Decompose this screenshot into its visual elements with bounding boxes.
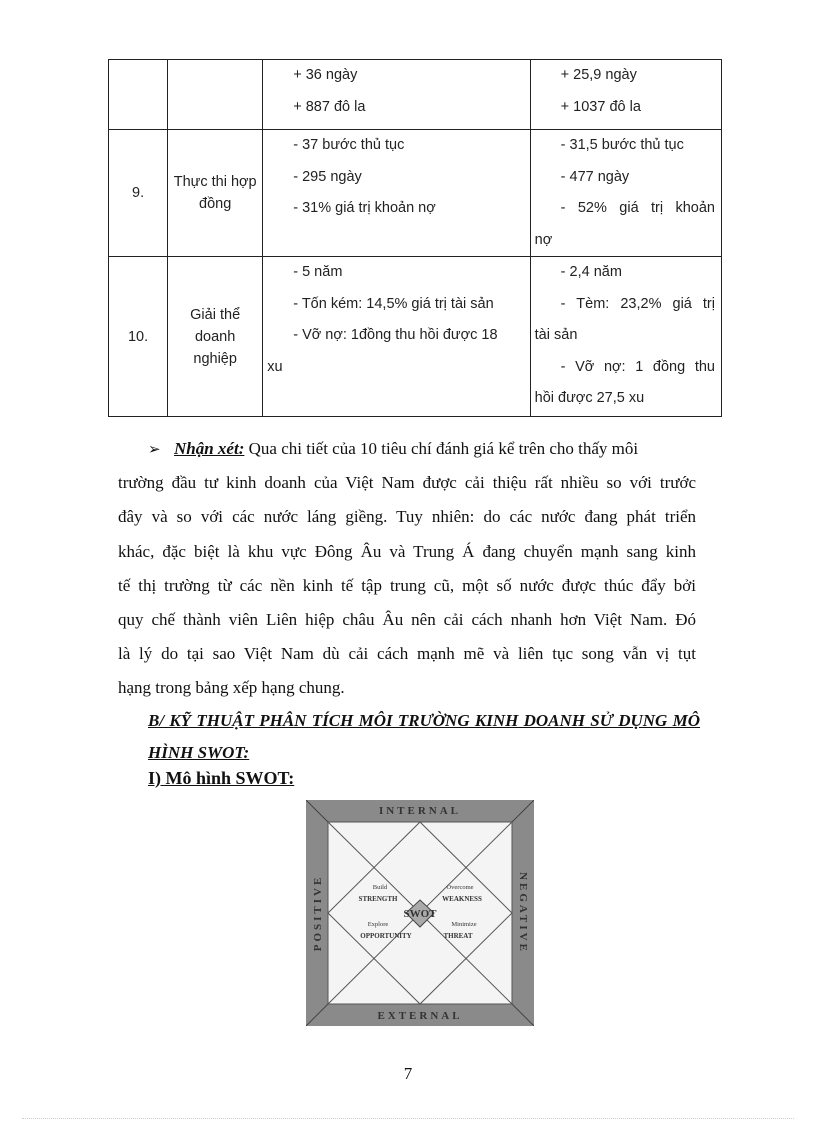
- label-opportunity: OPPORTUNITY: [360, 932, 412, 940]
- paragraph-text: Qua chi tiết của 10 tiêu chí đánh giá kể trên cho thấy môi: [244, 439, 639, 458]
- label-overcome: Overcome: [446, 884, 474, 891]
- cell-line: xu: [267, 358, 283, 375]
- cell-line: - Vỡ nợ: 1 đồng thu: [560, 358, 715, 375]
- criterion-name: [168, 60, 263, 130]
- cell-line: - 477 ngày: [560, 168, 630, 185]
- cell-line: + 887 đô la: [293, 98, 366, 115]
- paragraph-line: [118, 432, 696, 466]
- paragraph-line: khác, đặc biệt là khu vực Đông Âu và Trung Á đang chuyển mạnh sang kinh: [118, 541, 696, 561]
- cell-line: - Tèm: 23,2% giá trị: [560, 295, 715, 312]
- label-internal: INTERNAL: [378, 805, 462, 817]
- cell-line: - 31% giá trị khoản nợ: [293, 200, 436, 216]
- cell-line: + 1037 đô la: [560, 98, 641, 115]
- table-row: [109, 257, 722, 417]
- table-row: [109, 130, 722, 257]
- comment-label: Nhận xét:: [174, 439, 245, 458]
- row-number: [109, 60, 168, 130]
- label-swot: SWOT: [403, 908, 437, 920]
- table-row: [109, 60, 722, 130]
- criterion-name-text: Giải thể doanh nghiệp: [190, 306, 241, 367]
- page-number: 7: [403, 1064, 413, 1083]
- heading-line: B/ KỸ THUẬT PHÂN TÍCH MÔI TRƯỜNG KINH DOANH SỬ DỤNG MÔ: [148, 711, 700, 730]
- cell-line: - 295 ngày: [293, 168, 362, 185]
- cell-line: - 5 năm: [293, 264, 343, 280]
- paragraph-line: tế thị trường từ các nền kinh tế tập trung cũ, một số nước được thúc đẩy bởi: [118, 575, 696, 595]
- cell-line: + 25,9 ngày: [560, 67, 637, 83]
- region-values: [530, 60, 721, 130]
- criterion-name: Thực thi hợp đồng: [168, 130, 263, 257]
- label-build: Build: [372, 884, 388, 891]
- swot-diagram: [306, 800, 534, 1026]
- criteria-table: [108, 59, 722, 417]
- criterion-name: [168, 257, 263, 417]
- cell-line: - 52% giá trị khoản: [560, 200, 715, 216]
- label-negative: NEGATIVE: [517, 872, 529, 954]
- label-threat: THREAT: [443, 932, 473, 940]
- label-external: EXTERNAL: [377, 1010, 463, 1022]
- cell-line: - 31,5 bước thủ tục: [560, 137, 684, 153]
- paragraph-line: hạng trong bảng xếp hạng chung.: [118, 678, 345, 698]
- cell-line: + 36 ngày: [293, 67, 358, 83]
- cell-line: - 2,4 năm: [560, 264, 622, 280]
- label-explore: Explore: [367, 921, 389, 928]
- page-bottom-divider: [22, 1118, 794, 1119]
- label-minimize: Minimize: [451, 921, 477, 928]
- cell-line: nợ: [534, 231, 553, 248]
- label-strength: STRENGTH: [358, 895, 398, 903]
- cell-line: - Tốn kém: 14,5% giá trị tài sản: [293, 295, 494, 312]
- comment-paragraph: [118, 432, 696, 706]
- vietnam-values: [263, 257, 530, 417]
- arrow-bullet-icon: ➢: [148, 440, 161, 458]
- paragraph-line: là lý do tại sao Việt Nam dù cải cách mạnh mẽ và liên tục song vẫn vị tụt: [118, 644, 696, 664]
- vietnam-values: [263, 130, 530, 257]
- label-weakness: WEAKNESS: [442, 895, 482, 903]
- row-number: 10.: [109, 257, 168, 417]
- paragraph-line: đây và so với các nước láng giềng. Tuy nhiên: do các nước đang phát triển: [118, 507, 696, 527]
- cell-line: - Vỡ nợ: 1đồng thu hồi được 18: [293, 327, 498, 343]
- paragraph-line: quy chế thành viên Liên hiệp châu Âu nên cải cách nhanh hơn Việt Nam. Đó: [118, 610, 696, 630]
- heading-line: HÌNH SWOT:: [148, 743, 250, 762]
- section-b-heading: [148, 705, 700, 769]
- vietnam-values: [263, 60, 530, 130]
- section-i-heading: I) Mô hình SWOT:: [148, 768, 295, 788]
- paragraph-line: trường đầu tư kinh doanh của Việt Nam được cải thiệu rất nhiều so với trước: [118, 473, 696, 493]
- cell-line: hồi được 27,5 xu: [534, 390, 645, 406]
- cell-line: tài sản: [534, 327, 578, 343]
- region-values: [530, 257, 721, 417]
- label-positive: POSITIVE: [312, 874, 324, 952]
- cell-line: - 37 bước thủ tục: [293, 137, 405, 153]
- region-values: [530, 130, 721, 257]
- row-number: 9.: [109, 130, 168, 257]
